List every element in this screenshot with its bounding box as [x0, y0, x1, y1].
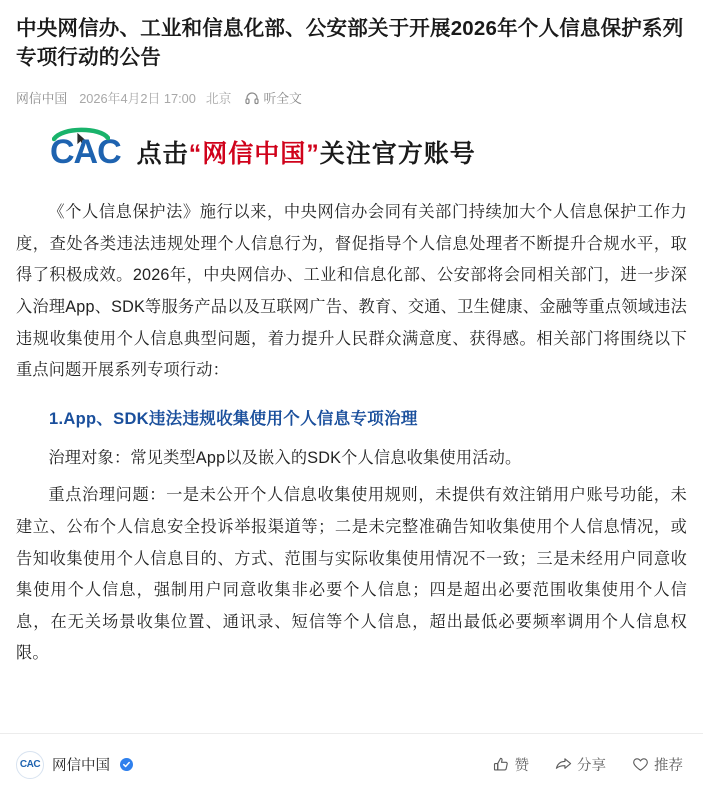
section-heading-1: 1.App、SDK违法违规收集使用个人信息专项治理	[49, 409, 418, 428]
banner-text-prefix: 点击	[136, 140, 189, 169]
article-source: 网信中国	[16, 91, 68, 107]
like-button[interactable]	[493, 754, 530, 775]
article-actions	[493, 754, 684, 775]
thumbs-up-icon	[493, 756, 510, 773]
cac-logo-text: CAC	[50, 135, 121, 169]
cac-logo	[50, 133, 121, 172]
banner-text	[137, 134, 476, 170]
article-location: 北京	[205, 91, 232, 107]
verified-badge-icon	[120, 758, 133, 771]
avatar: CAC	[16, 751, 44, 779]
article-body	[16, 197, 687, 670]
follow-official-account-banner[interactable]	[16, 121, 687, 183]
banner-text-highlight: “网信中国”	[188, 140, 320, 169]
share-icon	[555, 756, 572, 773]
heart-icon	[632, 756, 649, 773]
recommend-button[interactable]	[632, 754, 683, 775]
banner-text-suffix: 关注官方账号	[319, 140, 476, 169]
article-meta	[16, 88, 687, 107]
paragraph-key-issues: 重点治理问题：一是未公开个人信息收集使用规则，未提供有效注销用户账号功能，未建立、公布个人信息安全投诉举报渠道等；二是未完整准确告知收集使用个人信息情况，或告知收集使用个人信息目的、方式、范围与实际收集使用情况不一致；三是未经用户同意收集使用个人信息，强制用户同意收集非必要个人信息；四是超出必要范围收集使用个人信息，在无关场景收集位置、通讯录、短信等个人信息，超出最低必要频率调用个人信息权限。	[16, 486, 687, 663]
account-info[interactable]	[16, 751, 133, 779]
account-name: 网信中国	[52, 758, 110, 774]
share-button[interactable]	[555, 754, 606, 775]
cac-swoosh-icon	[52, 126, 110, 142]
recommend-label: 推荐	[654, 758, 683, 774]
paragraph-governance-target: 治理对象：常见类型App以及嵌入的SDK个人信息收集使用活动。	[48, 448, 522, 467]
headphone-icon	[245, 91, 259, 105]
article-datetime: 2026年4月2日 17:00	[79, 91, 196, 107]
like-label: 赞	[514, 758, 529, 774]
article-footer	[0, 733, 703, 795]
share-label: 分享	[577, 758, 606, 774]
paragraph-intro: 《个人信息保护法》施行以来，中央网信办会同有关部门持续加大个人信息保护工作力度，查处各类违法违规处理个人信息行为，督促指导个人信息处理者不断提升合规水平，取得了积极成效。2026年，中央网信办、工业和信息化部、公安部将会同相关部门，进一步深入治理App、SDK等服务产品以及互联网广告、教育、交通、卫生健康、金融等重点领域违法违规收集使用个人信息典型问题，着力提升人民群众满意度、获得感。相关部门将围绕以下重点问题开展系列专项行动：	[16, 203, 687, 380]
listen-full-text-button[interactable]	[245, 88, 301, 107]
page-title: 中央网信办、工业和信息化部、公安部关于开展2026年个人信息保护系列专项行动的公告	[16, 17, 684, 70]
listen-label: 听全文	[263, 91, 302, 107]
